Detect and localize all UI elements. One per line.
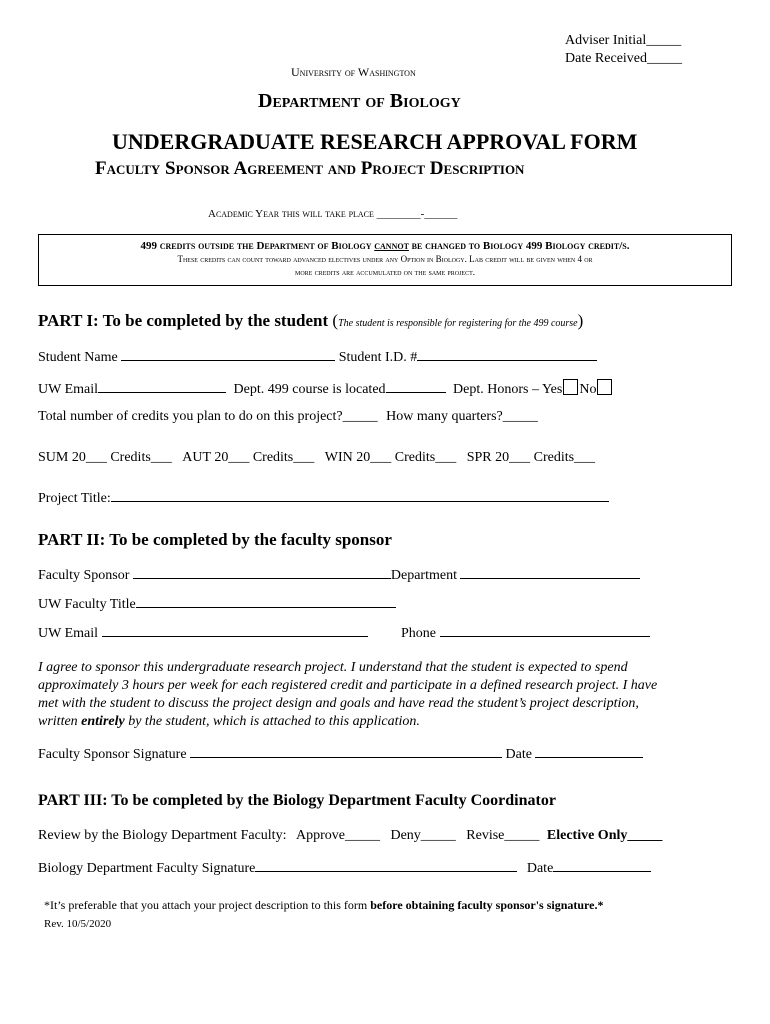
notice-line-2: These credits can count toward advanced electives under any Option in Biology. Lab credit will be given when 4 or — [177, 254, 593, 264]
project-title-field[interactable] — [111, 489, 609, 502]
review-label: Review by the Biology Department Faculty: — [38, 828, 287, 843]
approve-field[interactable]: Approve_____ — [295, 828, 380, 843]
student-name-field[interactable] — [121, 348, 335, 361]
honors-no-label: No — [579, 382, 597, 397]
student-name-row — [38, 348, 597, 366]
department-label: Department — [390, 568, 457, 583]
faculty-sponsor-row — [38, 566, 640, 584]
honors-yes-checkbox[interactable] — [563, 379, 578, 395]
faculty-email-label: UW Email — [38, 626, 99, 641]
elective-only-field[interactable]: Elective Only_____ — [546, 828, 663, 843]
part1-note: The student is responsible for registering for the 499 course — [338, 318, 578, 329]
faculty-sponsor-field[interactable] — [133, 566, 391, 579]
revision-date: Rev. 10/5/2020 — [44, 918, 112, 930]
department-signature-field[interactable] — [255, 859, 517, 872]
review-row — [38, 828, 662, 844]
footer-note: *It’s preferable that you attach your project description to this form before obtaining faculty sponsor's signature.* — [44, 898, 604, 912]
department-signature-label: Biology Department Faculty Signature — [38, 861, 256, 876]
dept-course-label: Dept. 499 course is located — [233, 382, 386, 397]
email-row — [38, 379, 613, 398]
faculty-sponsor-label: Faculty Sponsor — [38, 568, 130, 583]
dept-course-field[interactable] — [386, 380, 446, 393]
uw-email-label: UW Email — [38, 382, 99, 397]
student-id-label: Student I.D. # — [338, 350, 418, 365]
uw-title-row — [38, 595, 396, 613]
academic-year-field[interactable]: ________-______ — [376, 208, 458, 220]
department-date-label: Date — [526, 861, 554, 876]
adviser-initial: Adviser Initial_____ — [565, 33, 682, 48]
win-field[interactable]: WIN 20___ Credits___ — [324, 450, 457, 465]
notice-line-1: 499 credits outside the Department of Biology cannot be changed to Biology 499 Biology credit/s. — [140, 240, 630, 252]
phone-field[interactable] — [440, 624, 650, 637]
student-name-label: Student Name — [38, 350, 118, 365]
sponsor-signature-row — [38, 745, 643, 763]
sponsor-signature-field[interactable] — [190, 745, 502, 758]
date-received: Date Received_____ — [565, 51, 683, 66]
department-field[interactable] — [460, 566, 640, 579]
uw-title-field[interactable] — [136, 595, 396, 608]
department-signature-row — [38, 859, 651, 877]
university-name: University of Washington — [291, 65, 416, 79]
form-title: UNDERGRADUATE RESEARCH APPROVAL FORM — [112, 129, 638, 154]
part2-heading: PART II: To be completed by the faculty sponsor — [38, 530, 392, 549]
sum-field[interactable]: SUM 20___ Credits___ — [38, 450, 172, 465]
deny-field[interactable]: Deny_____ — [390, 828, 456, 843]
quarters-field[interactable]: How many quarters?_____ — [386, 409, 538, 424]
sponsor-signature-label: Faculty Sponsor Signature — [38, 747, 187, 762]
academic-year-label: Academic Year this will take place — [208, 208, 374, 220]
revise-field[interactable]: Revise_____ — [466, 828, 540, 843]
phone-label: Phone — [401, 626, 437, 641]
sponsor-date-field[interactable] — [535, 745, 643, 758]
faculty-email-row — [38, 624, 650, 642]
department-date-field[interactable] — [553, 859, 651, 872]
notice-line-3: more credits are accumulated on the same project. — [294, 267, 475, 277]
uw-title-label: UW Faculty Title — [38, 597, 136, 612]
student-id-field[interactable] — [417, 348, 597, 361]
form-subtitle: Faculty Sponsor Agreement and Project Description — [95, 158, 525, 179]
academic-year — [208, 208, 457, 220]
total-credits-field[interactable]: Total number of credits you plan to do on this project?_____ — [38, 409, 378, 424]
uw-email-field[interactable] — [98, 380, 226, 393]
sponsor-agreement-text: I agree to sponsor this undergraduate research project. I understand that the student is expected to spend approximately 3 hours per week for each registered credit and participate in a defined research project. I have met with the student to discuss the project design and goals and have read the student’s project description, written entirely by the student, which is attached to this application. — [38, 660, 658, 729]
cannot-emphasis: cannot — [374, 240, 409, 252]
quarter-credits-row — [38, 450, 595, 466]
aut-field[interactable]: AUT 20___ Credits___ — [182, 450, 315, 465]
project-title-row — [38, 489, 609, 507]
part3-heading: PART III: To be completed by the Biology Department Faculty Coordinator — [38, 792, 556, 809]
project-title-label: Project Title: — [38, 491, 111, 506]
faculty-email-field[interactable] — [102, 624, 368, 637]
spr-field[interactable]: SPR 20___ Credits___ — [466, 450, 596, 465]
credits-row — [38, 409, 538, 425]
credit-notice-box — [38, 234, 732, 286]
honors-no-checkbox[interactable] — [597, 379, 612, 395]
part1-heading: PART I: To be completed by the student (The student is responsible for registering for the 499 course) — [38, 311, 584, 330]
dept-honors-label: Dept. Honors – Yes — [453, 382, 563, 397]
sponsor-date-label: Date — [505, 747, 532, 762]
department-name: Department of Biology — [258, 90, 461, 112]
